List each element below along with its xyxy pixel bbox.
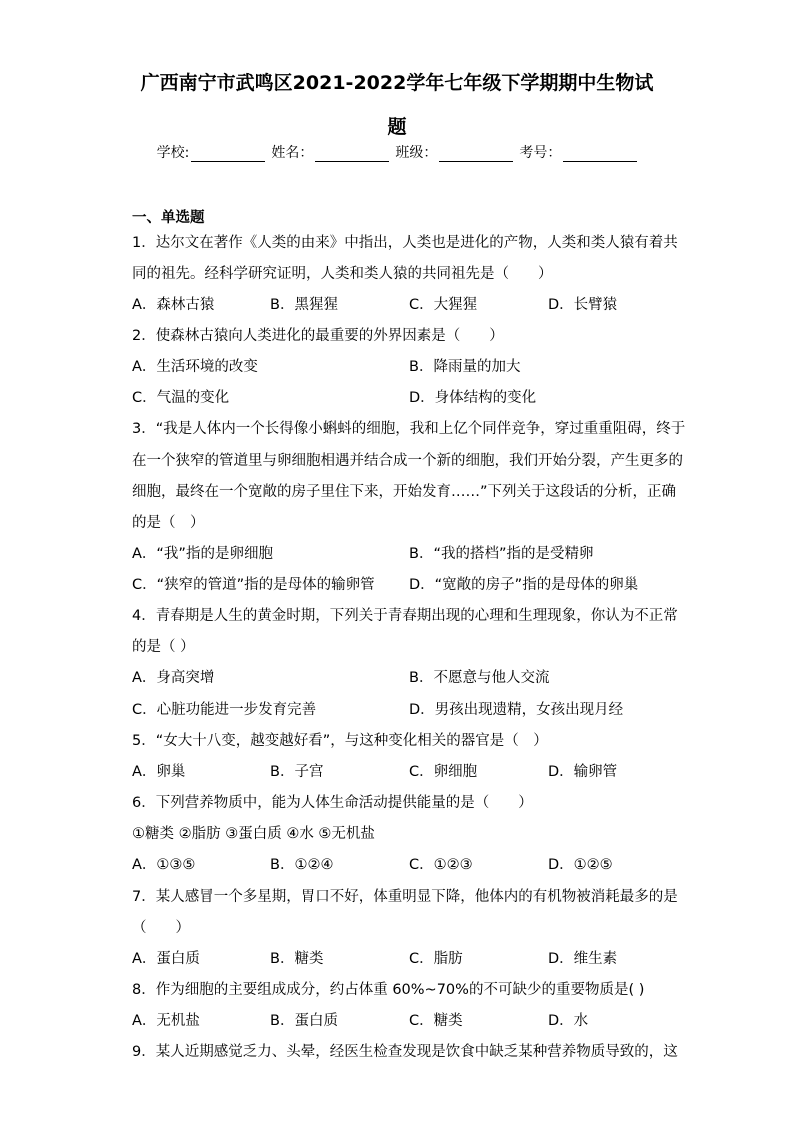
question-7-option-d[interactable]: D．维生素	[548, 951, 618, 967]
class-blank[interactable]	[439, 145, 513, 162]
question-5-option-d[interactable]: D．输卵管	[548, 764, 618, 780]
question-3-option-b[interactable]: B．“我的搭档”指的是受精卵	[409, 546, 594, 562]
question-5-option-a[interactable]: A．卵巢	[132, 764, 186, 780]
question-4-option-b[interactable]: B．不愿意与他人交流	[409, 670, 550, 686]
question-6-option-d[interactable]: D．①②⑤	[548, 857, 613, 873]
class-field[interactable]: 班级：	[395, 142, 513, 162]
question-5-option-c[interactable]: C．卵细胞	[409, 764, 478, 780]
question-6-line-2: ①糖类 ②脂肪 ③蛋白质 ④水 ⑤无机盐	[132, 826, 375, 842]
school-field[interactable]: 学校:	[157, 142, 266, 162]
question-1-option-a[interactable]: A．森林古猿	[132, 297, 215, 313]
question-3-line-3: 细胞，最终在一个宽敞的房子里住下来，开始发育……”下列关于这段话的分析，正确	[132, 484, 677, 500]
question-1-line-1: 1．达尔文在著作《人类的由来》中指出，人类也是进化的产物，人类和类人猿有着共	[132, 235, 678, 251]
question-1-option-d[interactable]: D．长臂猿	[548, 297, 618, 313]
question-3-line-4: 的是（ ）	[132, 515, 205, 531]
question-2-option-b[interactable]: B．降雨量的加大	[409, 359, 521, 375]
question-8-option-a[interactable]: A．无机盐	[132, 1013, 200, 1029]
number-blank[interactable]	[563, 145, 637, 162]
question-4-option-c[interactable]: C．心脏功能进一步发育完善	[132, 702, 317, 718]
number-field[interactable]: 考号：	[519, 142, 637, 162]
question-6-option-a[interactable]: A．①③⑤	[132, 857, 196, 873]
question-2-line-1: 2．使森林古猿向人类进化的最重要的外界因素是（ ）	[132, 328, 504, 344]
question-3-option-a[interactable]: A．“我”指的是卵细胞	[132, 546, 273, 562]
question-3-line-1: 3．“我是人体内一个长得像小蝌蚪的细胞，我和上亿个同伴竞争，穿过重重阻碍，终于	[132, 421, 686, 437]
question-5-option-b[interactable]: B．子宫	[270, 764, 324, 780]
question-1-option-b[interactable]: B．黑猩猩	[270, 297, 338, 313]
student-info-line	[0, 142, 794, 162]
section-heading: 一、单选题	[132, 210, 205, 226]
question-6-option-b[interactable]: B．①②④	[270, 857, 334, 873]
question-4-line-2: 的是（ ）	[132, 639, 195, 655]
question-8-option-b[interactable]: B．蛋白质	[270, 1013, 338, 1029]
question-7-option-b[interactable]: B．糖类	[270, 951, 324, 967]
question-1-option-c[interactable]: C．大猩猩	[409, 297, 478, 313]
question-3-line-2: 在一个狭窄的管道里与卵细胞相遇并结合成一个新的细胞，我们开始分裂，产生更多的	[132, 453, 683, 469]
question-6-line-1: 6．下列营养物质中，能为人体生命活动提供能量的是（ ）	[132, 795, 533, 811]
name-blank[interactable]	[315, 145, 389, 162]
question-6-option-c[interactable]: C．①②③	[409, 857, 473, 873]
question-5-line-1: 5．“女大十八变，越变越好看”，与这种变化相关的器官是（ ）	[132, 733, 548, 749]
question-2-option-a[interactable]: A．生活环境的改变	[132, 359, 258, 375]
question-7-line-1: 7．某人感冒一个多星期，胃口不好，体重明显下降，他体内的有机物被消耗最多的是	[132, 889, 678, 905]
name-field[interactable]: 姓名：	[271, 142, 389, 162]
question-7-option-a[interactable]: A．蛋白质	[132, 951, 200, 967]
question-1-line-2: 同的祖先。经科学研究证明，人类和类人猿的共同祖先是（ ）	[132, 266, 553, 282]
question-8-option-c[interactable]: C．糖类	[409, 1013, 463, 1029]
question-7-option-c[interactable]: C．脂肪	[409, 951, 463, 967]
school-blank[interactable]	[191, 145, 265, 162]
question-3-option-d[interactable]: D．“宽敞的房子”指的是母体的卵巢	[409, 577, 639, 593]
question-9-line-1: 9．某人近期感觉乏力、头晕，经医生检查发现是饮食中缺乏某种营养物质导致的，这	[132, 1044, 678, 1060]
question-4-line-1: 4．青春期是人生的黄金时期，下列关于青春期出现的心理和生理现象，你认为不正常	[132, 608, 678, 624]
document-title-line-1: 广西南宁市武鸣区2021-2022学年七年级下学期期中生物试	[140, 72, 654, 94]
question-3-option-c[interactable]: C．“狭窄的管道”指的是母体的输卵管	[132, 577, 375, 593]
question-2-option-c[interactable]: C．气温的变化	[132, 390, 230, 406]
question-8-line-1: 8．作为细胞的主要组成成分，约占体重 60%~70%的不可缺少的重要物质是( )	[132, 982, 645, 998]
question-2-option-d[interactable]: D．身体结构的变化	[409, 390, 537, 406]
document-title-line-2: 题	[387, 116, 407, 138]
question-4-option-d[interactable]: D．男孩出现遗精，女孩出现月经	[409, 702, 624, 718]
question-8-option-d[interactable]: D．水	[548, 1013, 589, 1029]
question-7-line-2: （ ）	[132, 920, 190, 936]
question-4-option-a[interactable]: A．身高突增	[132, 670, 215, 686]
